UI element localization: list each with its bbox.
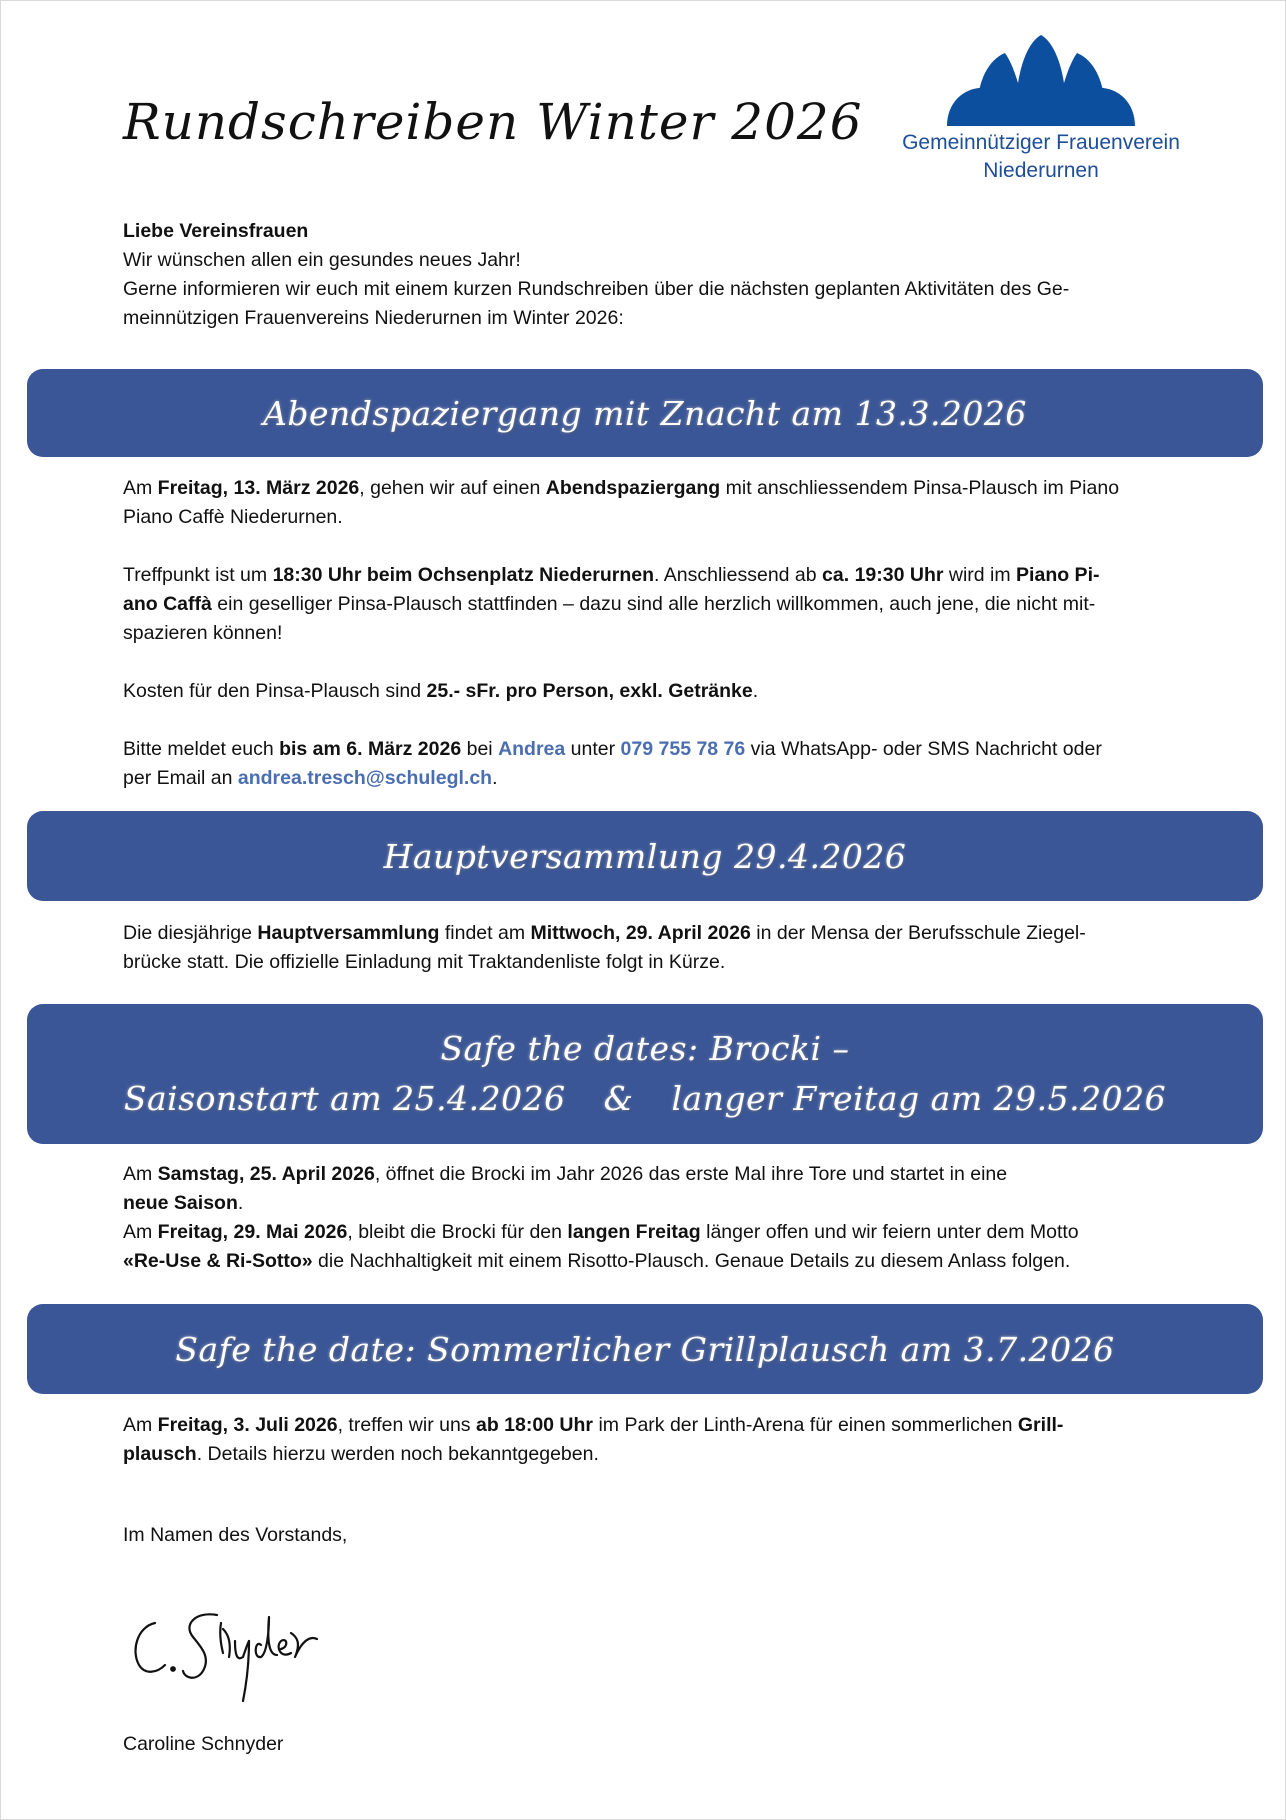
section-brocki-body [123,1160,1183,1276]
banner-title-line1: Safe the dates: Brocki – [440,1029,850,1068]
intro-line: Wir wünschen allen ein gesundes neues Jahr! [123,249,521,271]
intro-line: Gerne informieren wir euch mit einem kurzen Rundschreiben über die nächsten geplanten Aktivitäten des Ge- [123,278,1070,300]
section-banner-abendspaziergang [27,369,1263,457]
signature-image [125,1601,365,1711]
shell-logo-icon [943,31,1139,129]
paragraph: Kosten für den Pinsa-Plausch sind 25.- sFr. pro Person, exkl. Getränke. [123,680,759,702]
organization-logo [881,31,1201,201]
paragraph: Die diesjährige Hauptversammlung findet am Mittwoch, 29. April 2026 in der Mensa der Berufsschule Ziegel- brücke statt. Die offizielle Einladung mit Traktandenliste folgt in Kürze. [123,922,1086,973]
closing-text: Im Namen des Vorstands, [123,1524,348,1546]
contact-name-link[interactable]: Andrea [498,738,566,760]
logo-text-line2: Niederurnen [983,159,1099,182]
phone-link[interactable]: 079 755 78 76 [620,738,746,760]
page-title: Rundschreiben Winter 2026 [123,93,863,151]
paragraph: Treffpunkt ist um 18:30 Uhr beim Ochsenplatz Niederurnen. Anschliessend ab ca. 19:30 Uhr wird im Piano Pi- ano Caffà ein geselliger Pinsa-Plausch stattfinden – dazu sind alle herzlich willkommen, auch jene, die nicht mit- spazieren können! [123,564,1100,644]
banner-title: Safe the date: Sommerlicher Grillplausch am 3.7.2026 [175,1329,1115,1369]
signatory-name: Caroline Schnyder [123,1733,284,1755]
email-link[interactable]: andrea.tresch@schulegl.ch [237,767,493,789]
banner-title: Hauptversammlung 29.4.2026 [383,836,907,876]
intro-line: meinnützigen Frauenvereins Niederurnen im Winter 2026: [123,307,624,329]
paragraph: Am Samstag, 25. April 2026, öffnet die Brocki im Jahr 2026 das erste Mal ihre Tore und startet in eine neue Saison. Am Freitag, 29. Mai 2026, bleibt die Brocki für den langen Freitag länger offen und wir feiern unter dem Motto «Re-Use & Ri-Sotto» die Nachhaltigkeit mit einem Risotto-Plausch. Genaue Details zu diesem Anlass folgen. [123,1163,1079,1272]
section-banner-hauptversammlung [27,811,1263,901]
section-banner-grillplausch [27,1304,1263,1394]
paragraph: Bitte meldet euch bis am 6. März 2026 bei Andrea unter 079 755 78 76 via WhatsApp- oder SMS Nachricht oder per Email an andrea.tresch@schulegl.ch. [123,738,1102,789]
intro-block [123,217,1183,333]
logo-text-line1: Gemeinnütziger Frauenverein [902,131,1180,154]
banner-title-line2: Saisonstart am 25.4.2026 & langer Freitag am 29.5.2026 [123,1079,1167,1118]
banner-title: Abendspaziergang mit Znacht am 13.3.2026 [263,393,1027,433]
section-hauptversammlung-body [123,919,1183,977]
section-grillplausch-body [123,1411,1183,1469]
greeting: Liebe Vereinsfrauen [123,220,309,242]
section-abendspaziergang-body [123,474,1183,793]
paragraph: Am Freitag, 3. Juli 2026, treffen wir uns ab 18:00 Uhr im Park der Linth-Arena für einen sommerlichen Grill- plausch. Details hierzu werden noch bekanntgegeben. [123,1414,1064,1465]
paragraph: Am Freitag, 13. März 2026, gehen wir auf einen Abendspaziergang mit anschliessendem Pinsa-Plausch im Piano Piano Caffè Niederurnen. [123,477,1120,528]
section-banner-brocki [27,1004,1263,1144]
